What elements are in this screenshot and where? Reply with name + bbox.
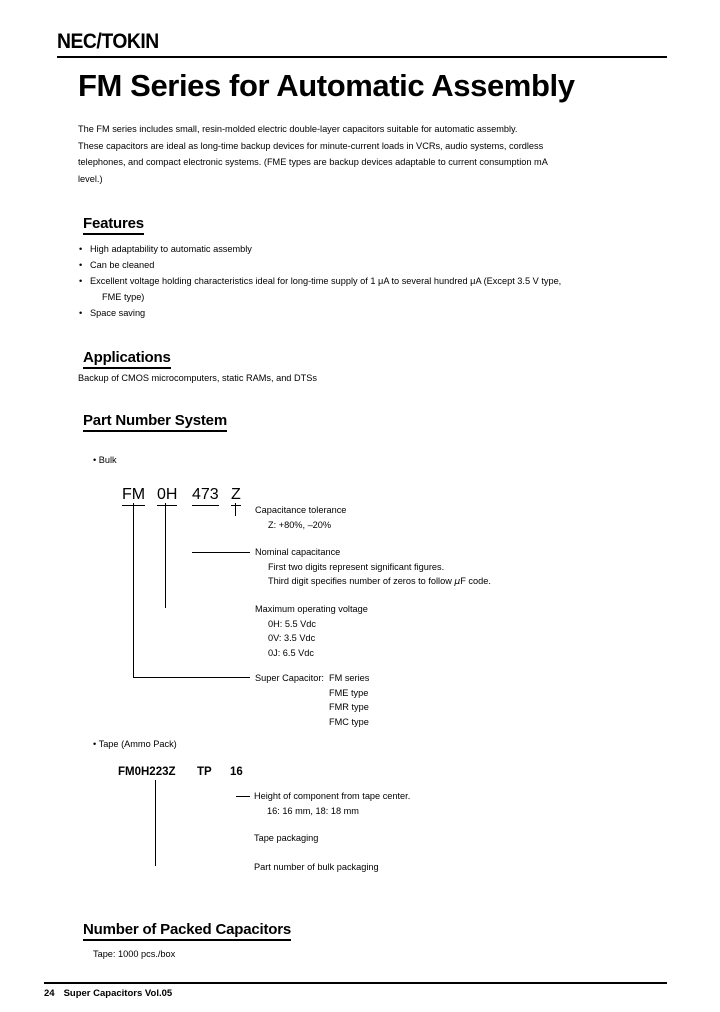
nec-tokin-logo — [57, 30, 159, 54]
micro-symbol: μ — [454, 576, 461, 587]
tolerance-note-title: Capacitance tolerance — [255, 505, 347, 515]
list-item — [78, 273, 658, 305]
tolerance-note-detail: Z: +80%, –20% — [268, 519, 332, 530]
voltage-note — [255, 602, 368, 660]
voltage-note-row: 0H: 5.5 Vdc — [268, 618, 317, 629]
leader-line-voltage — [165, 503, 166, 608]
supercapacitor-note-row — [255, 700, 369, 715]
bullet-icon: • — [79, 308, 83, 318]
page-title: FM Series for Automatic Assembly — [78, 68, 575, 103]
intro-line: level.) — [78, 173, 103, 184]
tape-subheading: • Tape (Ammo Pack) — [93, 739, 177, 749]
list-item — [78, 305, 658, 321]
applications-heading: Applications — [83, 349, 171, 369]
leader-line-tolerance — [235, 503, 236, 516]
leader-line-tape-height — [236, 796, 250, 797]
supercapacitor-type: FMC type — [329, 716, 369, 727]
footer-divider — [44, 982, 667, 984]
supercapacitor-type: FMR type — [329, 702, 369, 712]
bulk-subheading: • Bulk — [93, 455, 117, 465]
part-number-system-heading: Part Number System — [83, 412, 227, 432]
footer-title: Super Capacitors Vol.05 — [63, 988, 173, 999]
header-divider — [57, 56, 667, 58]
bulk-packaging-note: Part number of bulk packaging — [254, 862, 379, 872]
nominal-capacitance-note — [255, 545, 491, 590]
supercapacitor-note-title: Super Capacitor: — [255, 673, 324, 683]
supercapacitor-note-row — [255, 686, 369, 701]
page-number: 24 — [44, 988, 55, 999]
supercapacitor-note — [255, 671, 369, 729]
tape-code-tp: TP — [197, 766, 212, 778]
supercapacitor-type: FM series — [329, 673, 370, 683]
intro-line: These capacitors are ideal as long-time backup devices for minute-current loads in VCRs, audio systems, cordless — [78, 140, 544, 151]
tape-packaging-note: Tape packaging — [254, 833, 319, 843]
intro-line: telephones, and compact electronic systems. (FME types are backup devices adaptable to current consumption mA — [78, 157, 548, 167]
leader-line-nominal — [192, 552, 250, 553]
tape-code-part-number: FM0H223Z — [118, 766, 176, 778]
intro-line: The FM series includes small, resin-molded electric double-layer capacitors suitable for automatic assembly. — [78, 124, 518, 134]
logo-nec-text: NEC — [57, 30, 97, 53]
code-segment-tolerance: Z — [231, 486, 241, 506]
list-item-label-continued: FME type) — [102, 292, 145, 302]
logo-slash: / — [96, 30, 102, 53]
voltage-note-row: 0V: 3.5 Vdc — [268, 633, 316, 643]
leader-line-supercapacitor-horizontal — [133, 677, 250, 678]
supercapacitor-note-row — [255, 715, 369, 730]
applications-text: Backup of CMOS microcomputers, static RAMs, and DTSs — [78, 373, 317, 383]
nominal-note-detail-1: First two digits represent significant figures. — [268, 561, 445, 572]
code-segment-voltage: 0H — [157, 486, 177, 506]
nominal-note-title: Nominal capacitance — [255, 547, 341, 557]
supercapacitor-note-row — [255, 671, 369, 686]
bullet-icon: • — [79, 260, 83, 270]
nominal-note-detail-2-post: F code. — [460, 576, 491, 586]
leader-line-supercapacitor-vertical — [133, 503, 134, 678]
list-item-label: High adaptability to automatic assembly — [90, 244, 252, 254]
tolerance-note — [255, 503, 346, 532]
intro-paragraph — [78, 121, 653, 187]
footer — [44, 988, 172, 999]
list-item — [78, 257, 658, 273]
features-heading: Features — [83, 215, 144, 235]
tape-height-note-detail: 16: 16 mm, 18: 18 mm — [267, 805, 359, 816]
tape-code-height: 16 — [230, 766, 243, 778]
nominal-note-detail-2 — [255, 574, 491, 590]
bullet-icon: • — [79, 244, 83, 254]
packed-capacitors-heading: Number of Packed Capacitors — [83, 921, 291, 941]
tape-height-note-title: Height of component from tape center. — [254, 791, 411, 801]
voltage-note-row: 0J: 6.5 Vdc — [268, 647, 314, 658]
code-segment-capacitance: 473 — [192, 486, 219, 506]
code-segment-series: FM — [122, 486, 145, 506]
list-item-label: Excellent voltage holding characteristics ideal for long-time supply of 1 μA to several hundred μA (Except 3.5 V type, — [90, 276, 562, 286]
nominal-note-detail-2-pre: Third digit specifies number of zeros to follow — [268, 576, 455, 586]
bullet-icon: • — [79, 276, 83, 286]
list-item-label: Can be cleaned — [90, 260, 155, 270]
list-item-label: Space saving — [90, 308, 146, 318]
voltage-note-title: Maximum operating voltage — [255, 604, 368, 614]
leader-line-tape-vertical — [155, 780, 156, 866]
supercapacitor-type: FME type — [329, 687, 369, 698]
list-item — [78, 241, 658, 257]
logo-tokin-text: TOKIN — [101, 30, 159, 53]
tape-height-note — [254, 789, 410, 818]
packed-capacitors-text: Tape: 1000 pcs./box — [93, 949, 176, 959]
features-list — [78, 241, 658, 321]
